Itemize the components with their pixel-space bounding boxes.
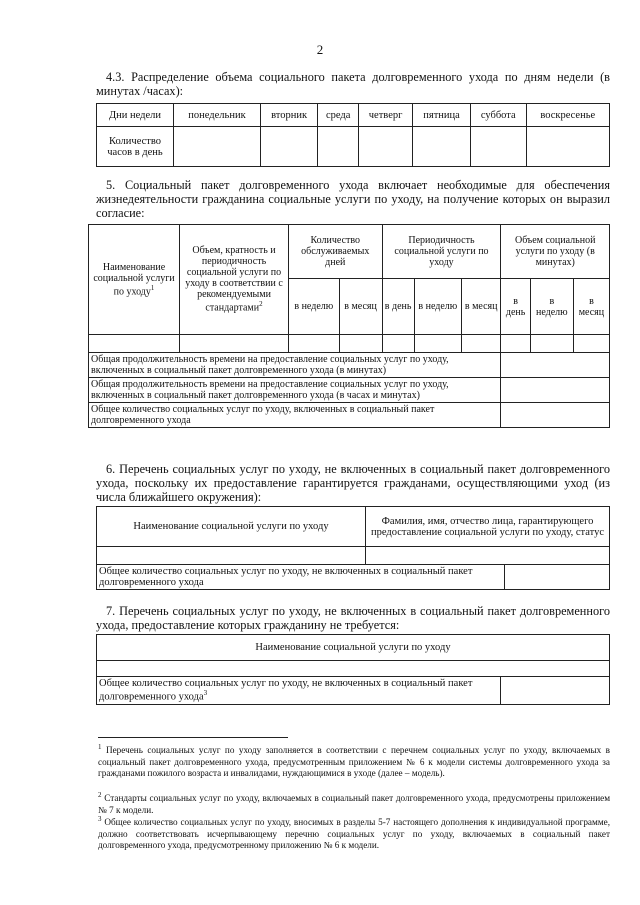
weekday-distribution-table [96, 103, 610, 167]
day-header: пятница [413, 104, 471, 127]
empty-cell[interactable] [97, 547, 366, 565]
hours-cell[interactable] [526, 127, 610, 167]
guarantor-header: Фамилия, имя, отчество лица, гарантирующего предоставление социальной услуги по уходу, статус [366, 507, 610, 547]
empty-cell[interactable] [461, 335, 501, 353]
section-7-heading: 7. Перечень социальных услуг по уходу, не включенных в социальный пакет долговременного ухода, предоставление которых гражданину не требуется: [96, 604, 610, 632]
empty-cell[interactable] [414, 335, 461, 353]
total-hours-label: Общая продолжительность времени на предоставление социальных услуг по уходу, включенных в социальный пакет долговременного ухода (в часах и минутах) [89, 378, 501, 403]
total-label: Общее количество социальных услуг по уходу, не включенных в социальный пакет долговременного ухода$^3$ [97, 677, 501, 705]
total-hours-value[interactable] [501, 378, 610, 403]
hours-cell[interactable] [359, 127, 413, 167]
day-header: четверг [359, 104, 413, 127]
sub-week: в неделю [530, 279, 573, 335]
empty-cell[interactable] [289, 335, 340, 353]
volume-header: Объем, кратность и периодичность социальной услуги по уходу в соответствии с рекомендуемыми стандартами$^2$ [180, 225, 289, 335]
days-count-header: Количество обслуживаемых дней [289, 225, 383, 279]
hours-cell[interactable] [174, 127, 261, 167]
section-6-heading: 6. Перечень социальных услуг по уходу, не включенных в социальный пакет долговременного ухода, поскольку их предоставление гарантируется гражданами, осуществляющими уход (из числа ближайшего окружения): [96, 462, 610, 504]
day-header: вторник [260, 104, 317, 127]
total-services-value[interactable] [501, 403, 610, 428]
service-name-header: Наименование социальной услуги по уходу$^1$ [89, 225, 180, 335]
footnote-ref: 2 [259, 300, 263, 309]
total-value[interactable] [501, 677, 610, 705]
hours-cell[interactable] [413, 127, 471, 167]
section-4-3-heading: 4.3. Распределение объема социального пакета долговременного ухода по дням недели (в минутах /часах): [96, 70, 610, 98]
hours-per-day-label: Количество часов в день [97, 127, 174, 167]
day-header: понедельник [174, 104, 261, 127]
not-required-services-table [96, 634, 610, 705]
periodicity-header: Периодичность социальной услуги по уходу [382, 225, 501, 279]
footnote-separator [98, 737, 288, 738]
empty-cell[interactable] [573, 335, 609, 353]
day-header: среда [318, 104, 359, 127]
sub-week: в неделю [414, 279, 461, 335]
care-package-table [88, 224, 610, 428]
footnote-1: $^1$ Перечень социальных услуг по уходу заполняется в соответствии с перечнем социальных услуг по уходу, включаемых в социальный пакет долговременного ухода, предусмотренным приложением № 6 к модели системы долговременного ухода за гражданами пожилого возраста и инвалидами, нуждающимися в уходе (далее – модель). [98, 743, 611, 779]
empty-cell[interactable] [366, 547, 610, 565]
empty-cell[interactable] [89, 335, 180, 353]
sub-month: в месяц [339, 279, 382, 335]
empty-cell[interactable] [339, 335, 382, 353]
empty-cell[interactable] [530, 335, 573, 353]
day-header: суббота [471, 104, 527, 127]
footnote-ref: 1 [150, 283, 155, 292]
total-minutes-label: Общая продолжительность времени на предоставление социальных услуг по уходу, включенных в социальный пакет долговременного ухода (в минутах) [89, 353, 501, 378]
total-value[interactable] [505, 565, 610, 590]
footnote-ref: 3 [203, 689, 208, 697]
day-header: воскресенье [526, 104, 610, 127]
section-5-heading: 5. Социальный пакет долговременного ухода включает необходимые для обеспечения жизнедеятельности гражданина социальные услуги по уходу, на получение которых он выразил согласие: [96, 178, 610, 220]
minutes-header: Объем социальной услуги по уходу (в минутах) [501, 225, 610, 279]
sub-month: в месяц [461, 279, 501, 335]
guaranteed-services-table [96, 506, 610, 590]
sub-day: в день [382, 279, 414, 335]
sub-month: в месяц [573, 279, 609, 335]
hours-cell[interactable] [318, 127, 359, 167]
footnote-3: $^3$ Общее количество социальных услуг по уходу, вносимых в разделы 5-7 настоящего дополнения к индивидуальной программе, должно соответствовать исчерпывающему перечню социальных услуг по уходу, включаемых в социальный пакет долговременного ухода, предусмотренному приложению № 6 к модели. [98, 815, 611, 851]
empty-cell[interactable] [180, 335, 289, 353]
service-name-header: Наименование социальной услуги по уходу [97, 507, 366, 547]
service-name-header: Наименование социальной услуги по уходу [97, 635, 610, 661]
total-label: Общее количество социальных услуг по уходу, не включенных в социальный пакет долговременного ухода [97, 565, 505, 590]
hours-cell[interactable] [260, 127, 317, 167]
sub-week: в неделю [289, 279, 340, 335]
empty-cell[interactable] [382, 335, 414, 353]
empty-cell[interactable] [501, 335, 530, 353]
footnote-2: $^2$ Стандарты социальных услуг по уходу, включаемых в социальный пакет долговременного ухода, предусмотрены приложением № 7 к модели. [98, 791, 611, 815]
weekdays-header: Дни недели [97, 104, 174, 127]
total-services-label: Общее количество социальных услуг по уходу, включенных в социальный пакет долговременного ухода [89, 403, 501, 428]
empty-cell[interactable] [97, 661, 610, 677]
sub-day: в день [501, 279, 530, 335]
total-minutes-value[interactable] [501, 353, 610, 378]
page-number: 2 [316, 42, 324, 57]
hours-cell[interactable] [471, 127, 527, 167]
